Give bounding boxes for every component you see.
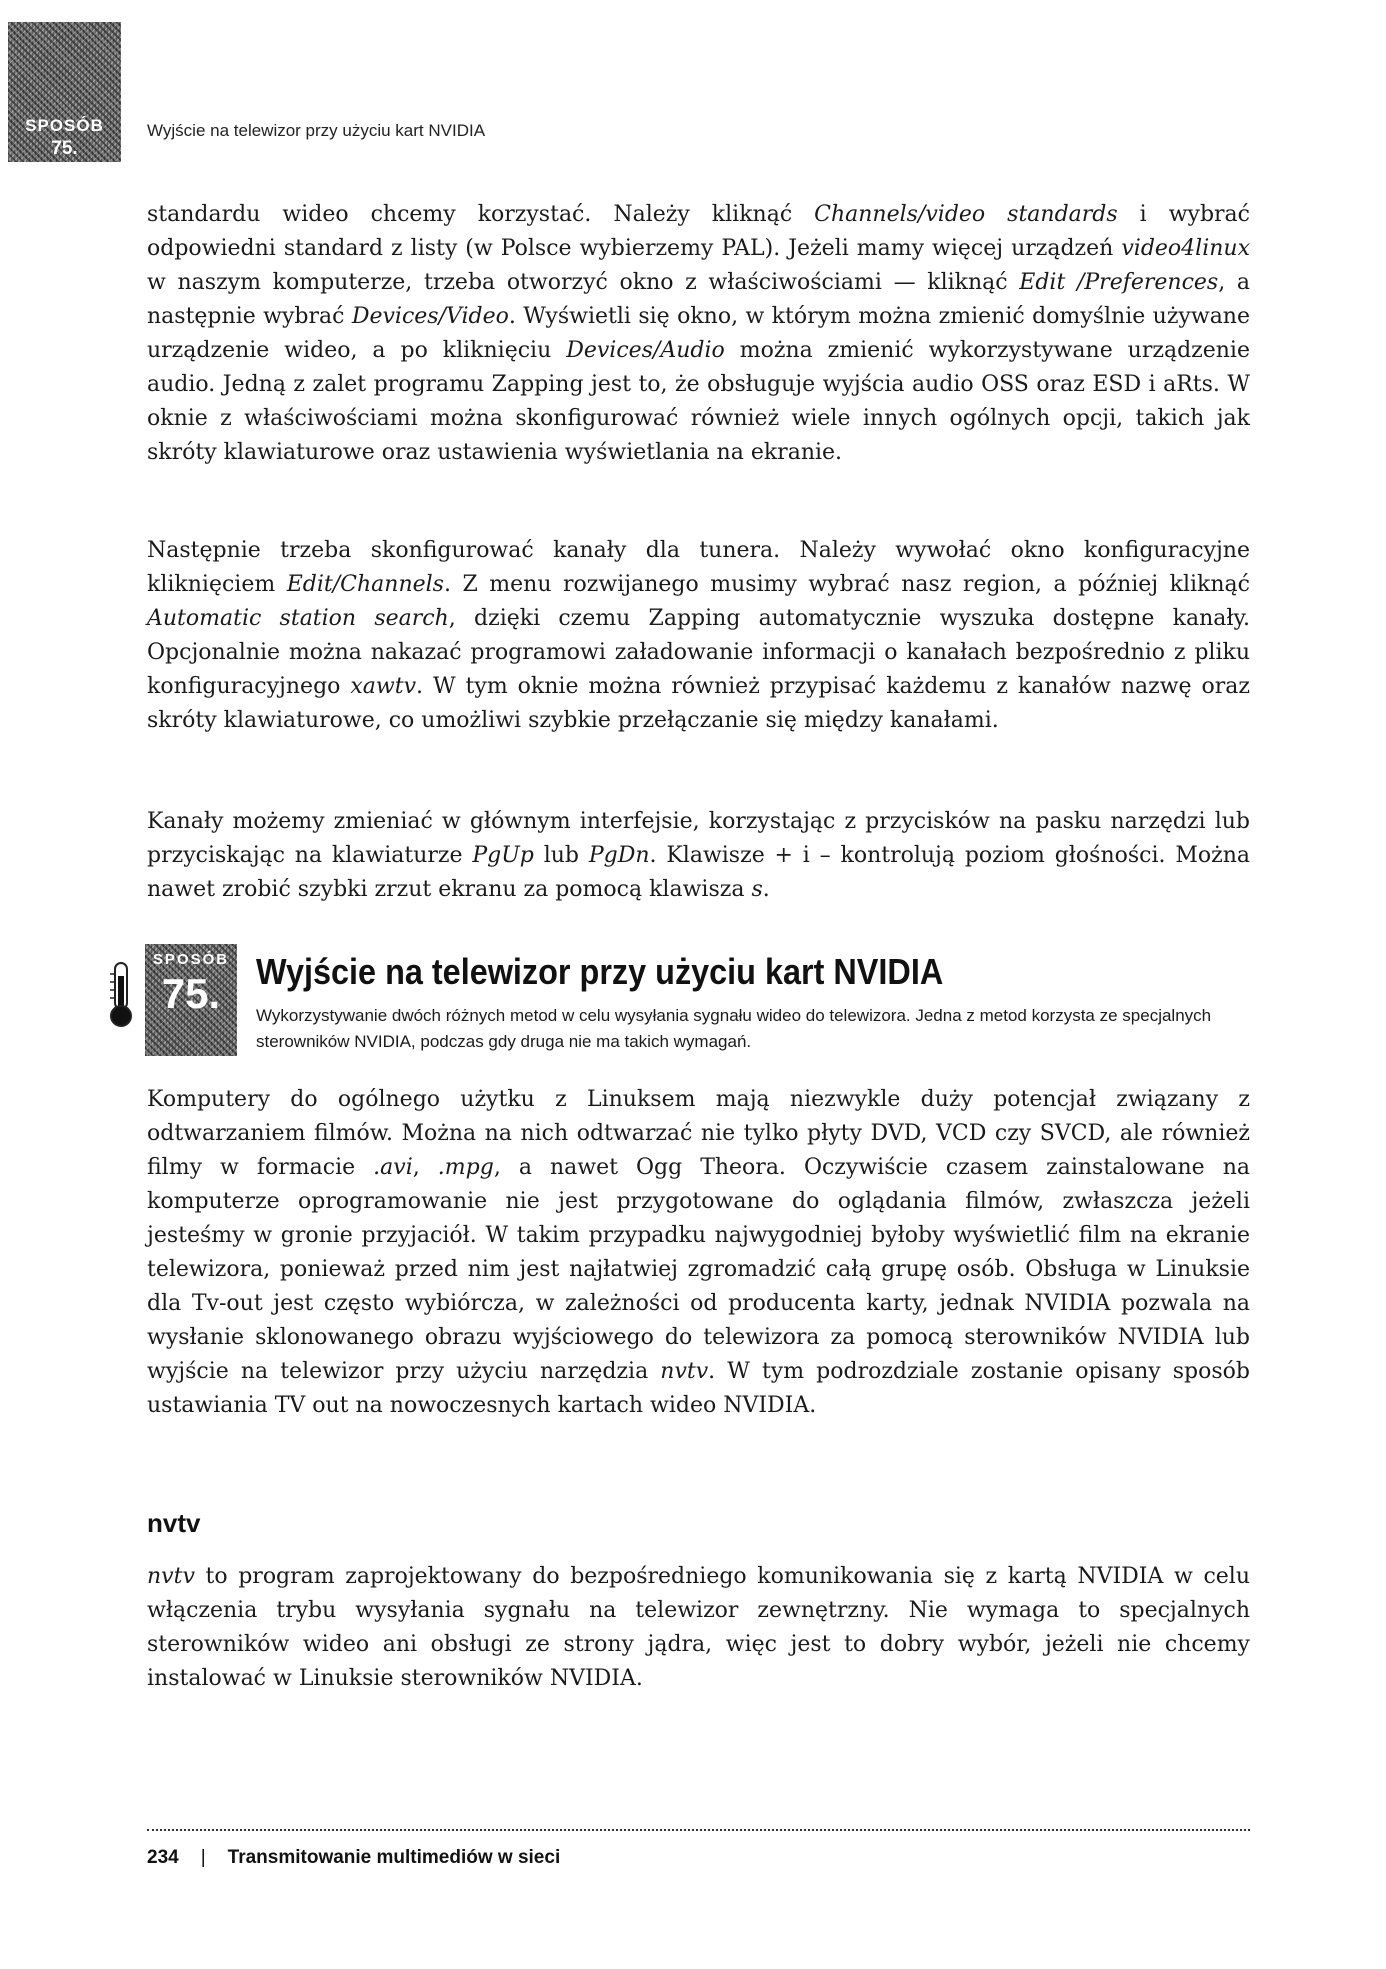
italic-term: Edit/Channels <box>286 572 444 597</box>
italic-term: s <box>751 877 763 902</box>
section-title: Wyjście na telewizor przy użyciu kart NVIDIA <box>256 951 944 992</box>
page-number: 234 <box>147 1847 179 1868</box>
header-badge-word: SPOSÓB <box>25 116 104 135</box>
body-paragraph-5: nvtv to program zaprojektowany do bezpośredniego komunikowania się z kartą NVIDIA w celu włączenia trybu wysyłania sygnału na telewizor zewnętrzny. Nie wymaga to specjalnych sterowników wideo ani obsługi ze strony jądra, więc jest to dobry wybór, jeżeli nie chcemy instalować w Linuksie sterowników NVIDIA. <box>147 1564 1250 1691</box>
section-badge-number: 75. <box>161 970 221 1017</box>
section-description: Wykorzystywanie dwóch różnych metod w celu wysyłania sygnału wideo do telewizora. Jedna z metod korzysta ze specjalnych sterowników NVIDIA, podczas gdy druga nie ma takich wymagań. <box>256 1006 1212 1051</box>
italic-term: .mpg <box>437 1155 494 1180</box>
italic-term: Edit /Preferences <box>1019 270 1219 295</box>
subheading-nvtv: nvtv <box>147 1508 201 1538</box>
footer-rule <box>147 1829 1250 1831</box>
body-paragraph-2: Następnie trzeba skonfigurować kanały dla tunera. Należy wywołać okno konfiguracyjne kliknięciem Edit/Channels. Z menu rozwijanego musimy wybrać nasz region, a później kliknąć Automatic station search, dzięki czemu Zapping automatycznie wyszuka dostępne kanały. Opcjonalnie można nakazać programowi załadowanie informacji o kanałach bezpośrednio z pliku konfiguracyjnego xawtv. W tym oknie można również przypisać każdemu z kanałów nazwę oraz skróty klawiaturowe, co umożliwi szybkie przełączanie się między kanałami. <box>147 538 1251 733</box>
thermometer-icon <box>108 960 134 1030</box>
italic-term: Channels/video standards <box>814 202 1118 227</box>
body-paragraph-3: Kanały możemy zmieniać w głównym interfejsie, korzystając z przycisków na pasku narzędzi lub przyciskając na klawiaturze PgUp lub PgDn. Klawisze + i – kontrolują poziom głośności. Można nawet zrobić szybki zrzut ekranu za pomocą klawisza s. <box>147 809 1250 902</box>
page-footer <box>147 1847 560 1869</box>
body-paragraph-1: standardu wideo chcemy korzystać. Należy kliknąć Channels/video standards i wybrać odpowiedni standard z listy (w Polsce wybierzemy PAL). Jeżeli mamy więcej urządzeń video4linux w naszym komputerze, trzeba otworzyć okno z właściwościami — kliknąć Edit /Preferences, a następnie wybrać Devices/Video. Wyświetli się okno, w którym można zmienić domyślnie używane urządzenie wideo, a po kliknięciu Devices/Audio można zmienić wykorzystywane urządzenie audio. Jedną z zalet programu Zapping jest to, że obsługuje wyjścia audio OSS oraz ESD i aRts. W oknie z właściwościami można skonfigurować również wiele innych ogólnych opcji, takich jak skróty klawiaturowe oraz ustawienia wyświetlania na ekranie. <box>147 202 1251 465</box>
header-badge <box>8 22 121 162</box>
section-badge-word: SPOSÓB <box>152 951 230 968</box>
footer-separator: | <box>200 1847 206 1868</box>
header-badge-number: 75. <box>51 138 78 159</box>
italic-term: .avi <box>373 1155 413 1180</box>
italic-term: nvtv <box>147 1564 195 1589</box>
italic-term: nvtv <box>660 1359 709 1384</box>
section-badge <box>145 944 237 1056</box>
italic-term: video4linux <box>1121 236 1250 261</box>
italic-term: Automatic station search <box>147 606 449 631</box>
body-paragraph-4: Komputery do ogólnego użytku z Linuksem mają niezwykle duży potencjał związany z odtwarzaniem filmów. Można na nich odtwarzać nie tylko płyty DVD, VCD czy SVCD, ale również filmy w formacie .avi, .mpg, a nawet Ogg Theora. Oczywiście czasem zainstalowane na komputerze oprogramowanie nie jest przygotowane do oglądania filmów, zwłaszcza jeżeli jesteśmy w gronie przyjaciół. W takim przypadku najwygodniej byłoby wyświetlić film na ekranie telewizora, ponieważ przed nim jest najłatwiej zgromadzić całą grupę osób. Obsługa w Linuksie dla Tv-out jest często wybiórcza, w zależności od producenta karty, jednak NVIDIA pozwala na wysłanie sklonowanego obrazu wyjściowego do telewizora za pomocą sterowników NVIDIA lub wyjście na telewizor przy użyciu narzędzia nvtv. W tym podrozdziale zostanie opisany sposób ustawiania TV out na nowoczesnych kartach wideo NVIDIA. <box>147 1087 1250 1418</box>
italic-term: Devices/Audio <box>566 338 725 363</box>
book-title: Transmitowanie multimediów w sieci <box>227 1847 561 1868</box>
running-head: Wyjście na telewizor przy użyciu kart NVIDIA <box>147 121 486 140</box>
italic-term: PgUp <box>472 843 534 868</box>
italic-term: PgDn <box>588 843 650 868</box>
italic-term: Devices/Video <box>351 304 509 329</box>
italic-term: xawtv <box>350 674 416 699</box>
